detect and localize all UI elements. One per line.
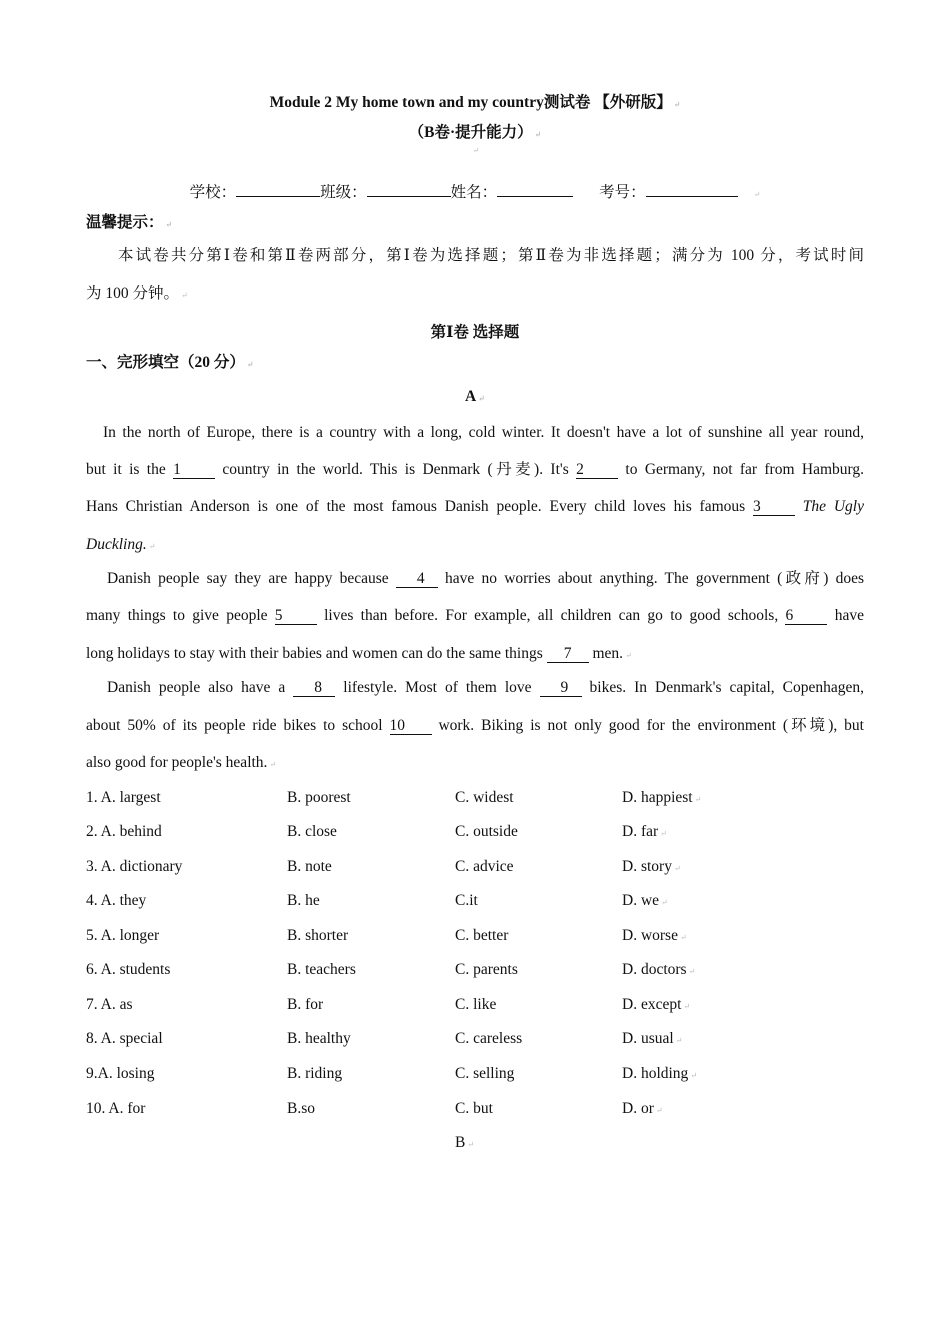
option-a[interactable]: 4. A. they — [86, 892, 147, 909]
option-a[interactable]: 8. A. special — [86, 1030, 163, 1047]
option-a[interactable]: 3. A. dictionary — [86, 858, 183, 875]
option-d[interactable]: D. holding ↵ — [622, 1065, 698, 1082]
blank-2[interactable]: 2 — [576, 462, 618, 479]
passage-p1-line-2 — [86, 460, 864, 480]
option-d-text: D. far — [622, 823, 659, 840]
blank-7[interactable]: 7 — [547, 646, 589, 663]
page-subtitle-text: （B卷·提升能力） — [408, 124, 533, 141]
option-d[interactable]: D. happiest ↵ — [622, 789, 702, 806]
passage-p3-line-2 — [86, 716, 864, 736]
option-b[interactable]: B. close — [287, 823, 337, 840]
option-a[interactable]: 5. A. longer — [86, 927, 160, 944]
option-c[interactable]: C. widest — [455, 789, 514, 806]
passage-b-label: B ↵ — [455, 1134, 475, 1151]
option-d-text: D. except — [622, 996, 682, 1013]
name-field[interactable] — [497, 182, 573, 197]
option-d[interactable]: D. we ↵ — [622, 892, 668, 909]
option-d[interactable]: D. far ↵ — [622, 823, 667, 840]
page-title-text: Module 2 My home town and my country测试卷 【外研版】 — [269, 94, 672, 111]
passage-p3-line-1 — [86, 678, 864, 698]
option-a[interactable]: 1. A. largest — [86, 789, 161, 806]
text-span: The Ugly — [802, 498, 864, 515]
option-b[interactable]: B. riding — [287, 1065, 343, 1082]
class-field[interactable] — [367, 182, 451, 197]
option-c[interactable]: C.it — [455, 892, 478, 909]
text-span: lifestyle. Most of them love — [343, 679, 532, 696]
option-b[interactable]: B. he — [287, 892, 320, 909]
class-label: 班级： — [320, 184, 367, 201]
tips-heading-text: 温馨提示： — [86, 214, 164, 231]
option-d-text: D. usual — [622, 1030, 674, 1047]
passage-p2-line-1 — [86, 569, 864, 589]
blank-4[interactable]: 4 — [396, 571, 438, 588]
section-title: 第Ⅰ卷 选择题 — [430, 324, 520, 341]
passage-a-label-text: A — [465, 388, 477, 405]
exam-no-label: 考号： — [599, 184, 646, 201]
option-a[interactable]: 2. A. behind — [86, 823, 162, 840]
blank-3[interactable]: 3 — [753, 499, 795, 516]
passage-p1-line-3 — [86, 497, 864, 517]
tips-line-2: 为 100 分钟。 ↵ — [86, 285, 188, 302]
option-c[interactable]: C. outside — [455, 823, 518, 840]
blank-9[interactable]: 9 — [540, 680, 582, 697]
option-d-text: D. story — [622, 858, 672, 875]
option-a[interactable]: 7. A. as — [86, 996, 133, 1013]
page-title: Module 2 My home town and my country测试卷 【外研版】 ↵ — [269, 94, 681, 111]
exam-no-field[interactable] — [646, 182, 738, 197]
option-a[interactable]: 6. A. students — [86, 961, 171, 978]
option-b[interactable]: B. healthy — [287, 1030, 351, 1047]
text-span: long holidays to stay with their babies and women can do the same things — [86, 645, 543, 662]
text-span: Hans Christian Anderson is one of the most famous Danish people. Every child loves his famous — [86, 498, 746, 515]
option-d-text: D. worse — [622, 927, 678, 944]
text-span: also good for people's health. — [86, 754, 268, 771]
text-span: work. Biking is not only good for the environment (环境), but — [438, 717, 864, 734]
tips-heading: 温馨提示： ↵ — [86, 214, 173, 231]
option-d-text: D. doctors — [622, 961, 687, 978]
blank-10[interactable]: 10 — [390, 718, 432, 735]
option-d[interactable]: D. or ↵ — [622, 1100, 663, 1117]
passage-p1-line-1: In the north of Europe, there is a country with a long, cold winter. It doesn't have a lot of sunshine all year round, — [103, 424, 864, 441]
option-b[interactable]: B. for — [287, 996, 324, 1013]
text-span: about 50% of its people ride bikes to school — [86, 717, 383, 734]
part-1-heading-text: 一、完形填空（20 分） — [86, 354, 245, 371]
paragraph-mark: ↵ — [472, 146, 480, 155]
option-d-text: D. happiest — [622, 789, 693, 806]
text-span: have — [834, 607, 865, 624]
passage-b-label-text: B — [455, 1134, 466, 1151]
tips-line-1: 本试卷共分第Ⅰ卷和第Ⅱ卷两部分，第Ⅰ卷为选择题；第Ⅱ卷为非选择题；满分为 100 分，考试时间 — [118, 247, 864, 264]
text-span: Danish people also have a — [107, 679, 286, 696]
passage-p3-line-3: also good for people's health. ↵ — [86, 754, 277, 771]
text-span: country in the world. This is Denmark (丹麦). It's — [222, 461, 569, 478]
text-span: men. — [592, 645, 624, 662]
text-span: bikes. In Denmark's capital, Copenhagen, — [589, 679, 865, 696]
option-d[interactable]: D. except ↵ — [622, 996, 691, 1013]
school-label: 学校： — [189, 184, 237, 201]
option-c[interactable]: C. better — [455, 927, 509, 944]
option-d-text: D. we — [622, 892, 660, 909]
option-b[interactable]: B.so — [287, 1100, 315, 1117]
name-label: 姓名： — [450, 184, 498, 201]
option-c[interactable]: C. parents — [455, 961, 518, 978]
option-b[interactable]: B. teachers — [287, 961, 356, 978]
part-1-heading: 一、完形填空（20 分） ↵ — [86, 354, 254, 371]
option-a[interactable]: 10. A. for — [86, 1100, 146, 1117]
option-c[interactable]: C. like — [455, 996, 497, 1013]
option-d-text: D. holding — [622, 1065, 689, 1082]
option-d-text: D. or — [622, 1100, 654, 1117]
option-d[interactable]: D. worse ↵ — [622, 927, 687, 944]
passage-a-label: A ↵ — [465, 388, 485, 405]
option-b[interactable]: B. note — [287, 858, 332, 875]
option-a[interactable]: 9.A. losing — [86, 1065, 155, 1082]
blank-6[interactable]: 6 — [785, 608, 827, 625]
blank-5[interactable]: 5 — [275, 608, 317, 625]
option-d[interactable]: D. story ↵ — [622, 858, 681, 875]
text-span: have no worries about anything. The government (政府) does — [445, 570, 864, 587]
school-field[interactable] — [236, 182, 320, 197]
option-c[interactable]: C. but — [455, 1100, 493, 1117]
passage-p1-line-4: Duckling. ↵ — [86, 536, 156, 553]
option-c[interactable]: C. advice — [455, 858, 514, 875]
option-d[interactable]: D. doctors ↵ — [622, 961, 696, 978]
option-b[interactable]: B. shorter — [287, 927, 349, 944]
option-b[interactable]: B. poorest — [287, 789, 351, 806]
text-span: lives than before. For example, all children can go to good schools, — [324, 607, 779, 624]
text-span: Duckling. — [86, 536, 147, 553]
blank-8[interactable]: 8 — [293, 680, 335, 697]
option-d[interactable]: D. usual ↵ — [622, 1030, 683, 1047]
passage-p2-line-3: long holidays to stay with their babies and women can do the same things 7 men. ↵ — [86, 645, 632, 662]
student-info-row: 学校： 班级： 姓名： 考号： ↵ — [189, 184, 761, 201]
text-span: Danish people say they are happy because — [107, 570, 389, 587]
blank-1[interactable]: 1 — [173, 462, 215, 479]
tips-line-2-text: 为 100 分钟。 — [86, 285, 180, 302]
text-span: many things to give people — [86, 607, 268, 624]
passage-p2-line-2 — [86, 606, 864, 626]
text-span: to Germany, not far from Hamburg. — [625, 461, 865, 478]
option-c[interactable]: C. selling — [455, 1065, 515, 1082]
text-span: but it is the — [86, 461, 166, 478]
option-c[interactable]: C. careless — [455, 1030, 523, 1047]
page-subtitle: （B卷·提升能力） ↵ — [408, 124, 542, 141]
